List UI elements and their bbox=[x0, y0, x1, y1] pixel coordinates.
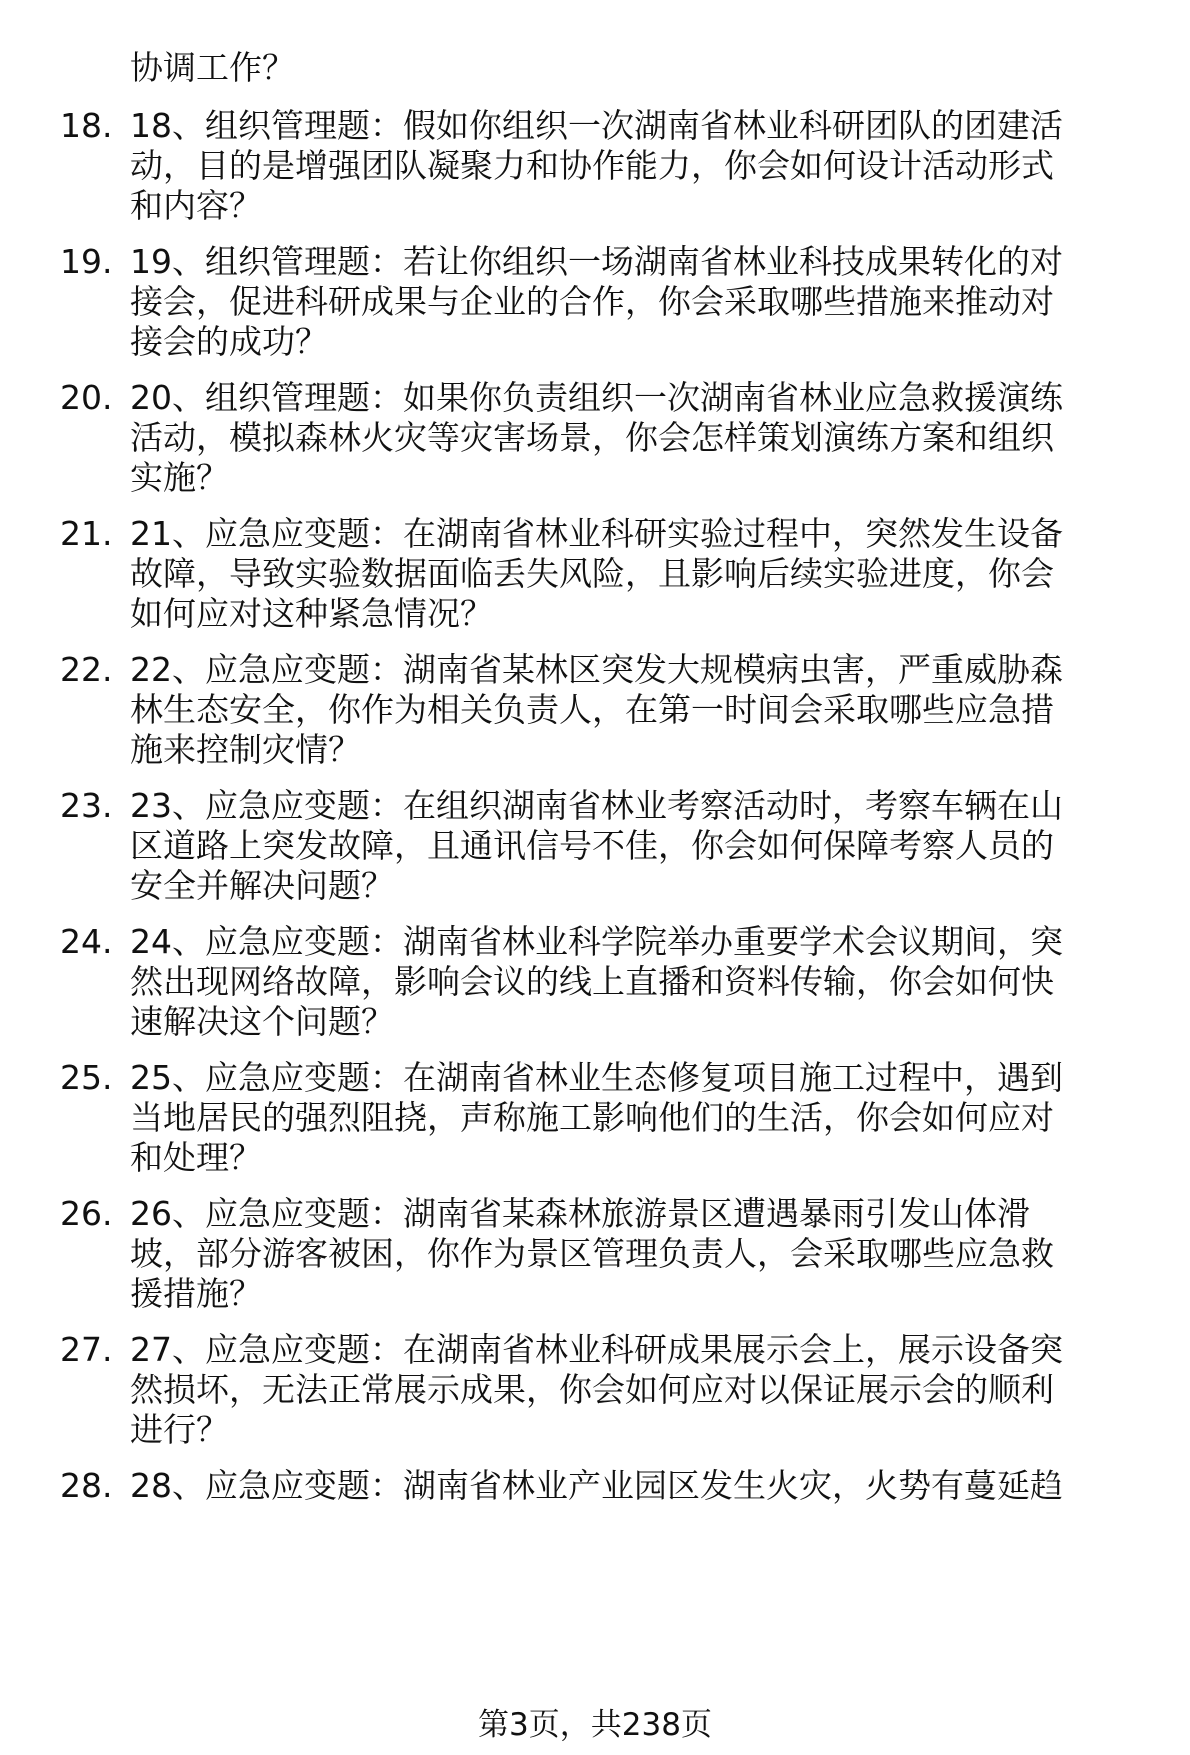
item-22-line-2: 林生态安全，你作为相关负责人，在第一时间会采取哪些应急措 bbox=[130, 690, 1054, 729]
page-footer: 第3页，共238页 bbox=[478, 1707, 712, 1743]
item-28-line-1: 28、应急应变题：湖南省林业产业园区发生火灾，火势有蔓延趋 bbox=[130, 1466, 1063, 1505]
item-27-line-1: 27、应急应变题：在湖南省林业科研成果展示会上，展示设备突 bbox=[130, 1330, 1063, 1369]
item-19-line-3: 接会的成功？ bbox=[130, 322, 328, 361]
item-24-line-3: 速解决这个问题？ bbox=[130, 1002, 394, 1041]
item-number-18: 18. bbox=[60, 106, 113, 145]
item-number-23: 23. bbox=[60, 786, 113, 825]
item-26-line-2: 坡，部分游客被困，你作为景区管理负责人，会采取哪些应急救 bbox=[130, 1234, 1054, 1273]
item-20-line-1: 20、组织管理题：如果你负责组织一次湖南省林业应急救援演练 bbox=[130, 378, 1063, 417]
item-26-line-1: 26、应急应变题：湖南省某森林旅游景区遭遇暴雨引发山体滑 bbox=[130, 1194, 1030, 1233]
item-27-line-3: 进行？ bbox=[130, 1410, 229, 1449]
item-19-line-1: 19、组织管理题：若让你组织一场湖南省林业科技成果转化的对 bbox=[130, 242, 1063, 281]
item-25-line-1: 25、应急应变题：在湖南省林业生态修复项目施工过程中，遇到 bbox=[130, 1058, 1063, 1097]
item-22-line-3: 施来控制灾情？ bbox=[130, 730, 361, 769]
item-26-line-3: 援措施？ bbox=[130, 1274, 262, 1313]
item-number-26: 26. bbox=[60, 1194, 113, 1233]
item-22-line-1: 22、应急应变题：湖南省某林区突发大规模病虫害，严重威胁森 bbox=[130, 650, 1063, 689]
item-27-line-2: 然损坏，无法正常展示成果，你会如何应对以保证展示会的顺利 bbox=[130, 1370, 1054, 1409]
item-24-line-2: 然出现网络故障，影响会议的线上直播和资料传输，你会如何快 bbox=[130, 962, 1054, 1001]
item-18-line-2: 动，目的是增强团队凝聚力和协作能力，你会如何设计活动形式 bbox=[130, 146, 1054, 185]
item-23-line-3: 安全并解决问题？ bbox=[130, 866, 394, 905]
item-number-28: 28. bbox=[60, 1466, 113, 1505]
item-23-line-2: 区道路上突发故障，且通讯信号不佳，你会如何保障考察人员的 bbox=[130, 826, 1054, 865]
item-number-24: 24. bbox=[60, 922, 113, 961]
item-25-line-2: 当地居民的强烈阻挠，声称施工影响他们的生活，你会如何应对 bbox=[130, 1098, 1054, 1137]
item-number-21: 21. bbox=[60, 514, 113, 553]
item-20-line-3: 实施？ bbox=[130, 458, 229, 497]
item-number-19: 19. bbox=[60, 242, 113, 281]
item-21-line-1: 21、应急应变题：在湖南省林业科研实验过程中，突然发生设备 bbox=[130, 514, 1063, 553]
item-20-line-2: 活动，模拟森林火灾等灾害场景，你会怎样策划演练方案和组织 bbox=[130, 418, 1054, 457]
continuation-line: 协调工作？ bbox=[130, 48, 295, 87]
item-21-line-2: 故障，导致实验数据面临丢失风险，且影响后续实验进度，你会 bbox=[130, 554, 1054, 593]
item-23-line-1: 23、应急应变题：在组织湖南省林业考察活动时，考察车辆在山 bbox=[130, 786, 1063, 825]
item-18-line-3: 和内容？ bbox=[130, 186, 262, 225]
item-25-line-3: 和处理？ bbox=[130, 1138, 262, 1177]
item-number-27: 27. bbox=[60, 1330, 113, 1369]
item-18-line-1: 18、组织管理题：假如你组织一次湖南省林业科研团队的团建活 bbox=[130, 106, 1063, 145]
item-24-line-1: 24、应急应变题：湖南省林业科学院举办重要学术会议期间，突 bbox=[130, 922, 1063, 961]
item-number-22: 22. bbox=[60, 650, 113, 689]
item-number-25: 25. bbox=[60, 1058, 113, 1097]
item-19-line-2: 接会，促进科研成果与企业的合作，你会采取哪些措施来推动对 bbox=[130, 282, 1054, 321]
item-21-line-3: 如何应对这种紧急情况？ bbox=[130, 594, 493, 633]
item-number-20: 20. bbox=[60, 378, 113, 417]
